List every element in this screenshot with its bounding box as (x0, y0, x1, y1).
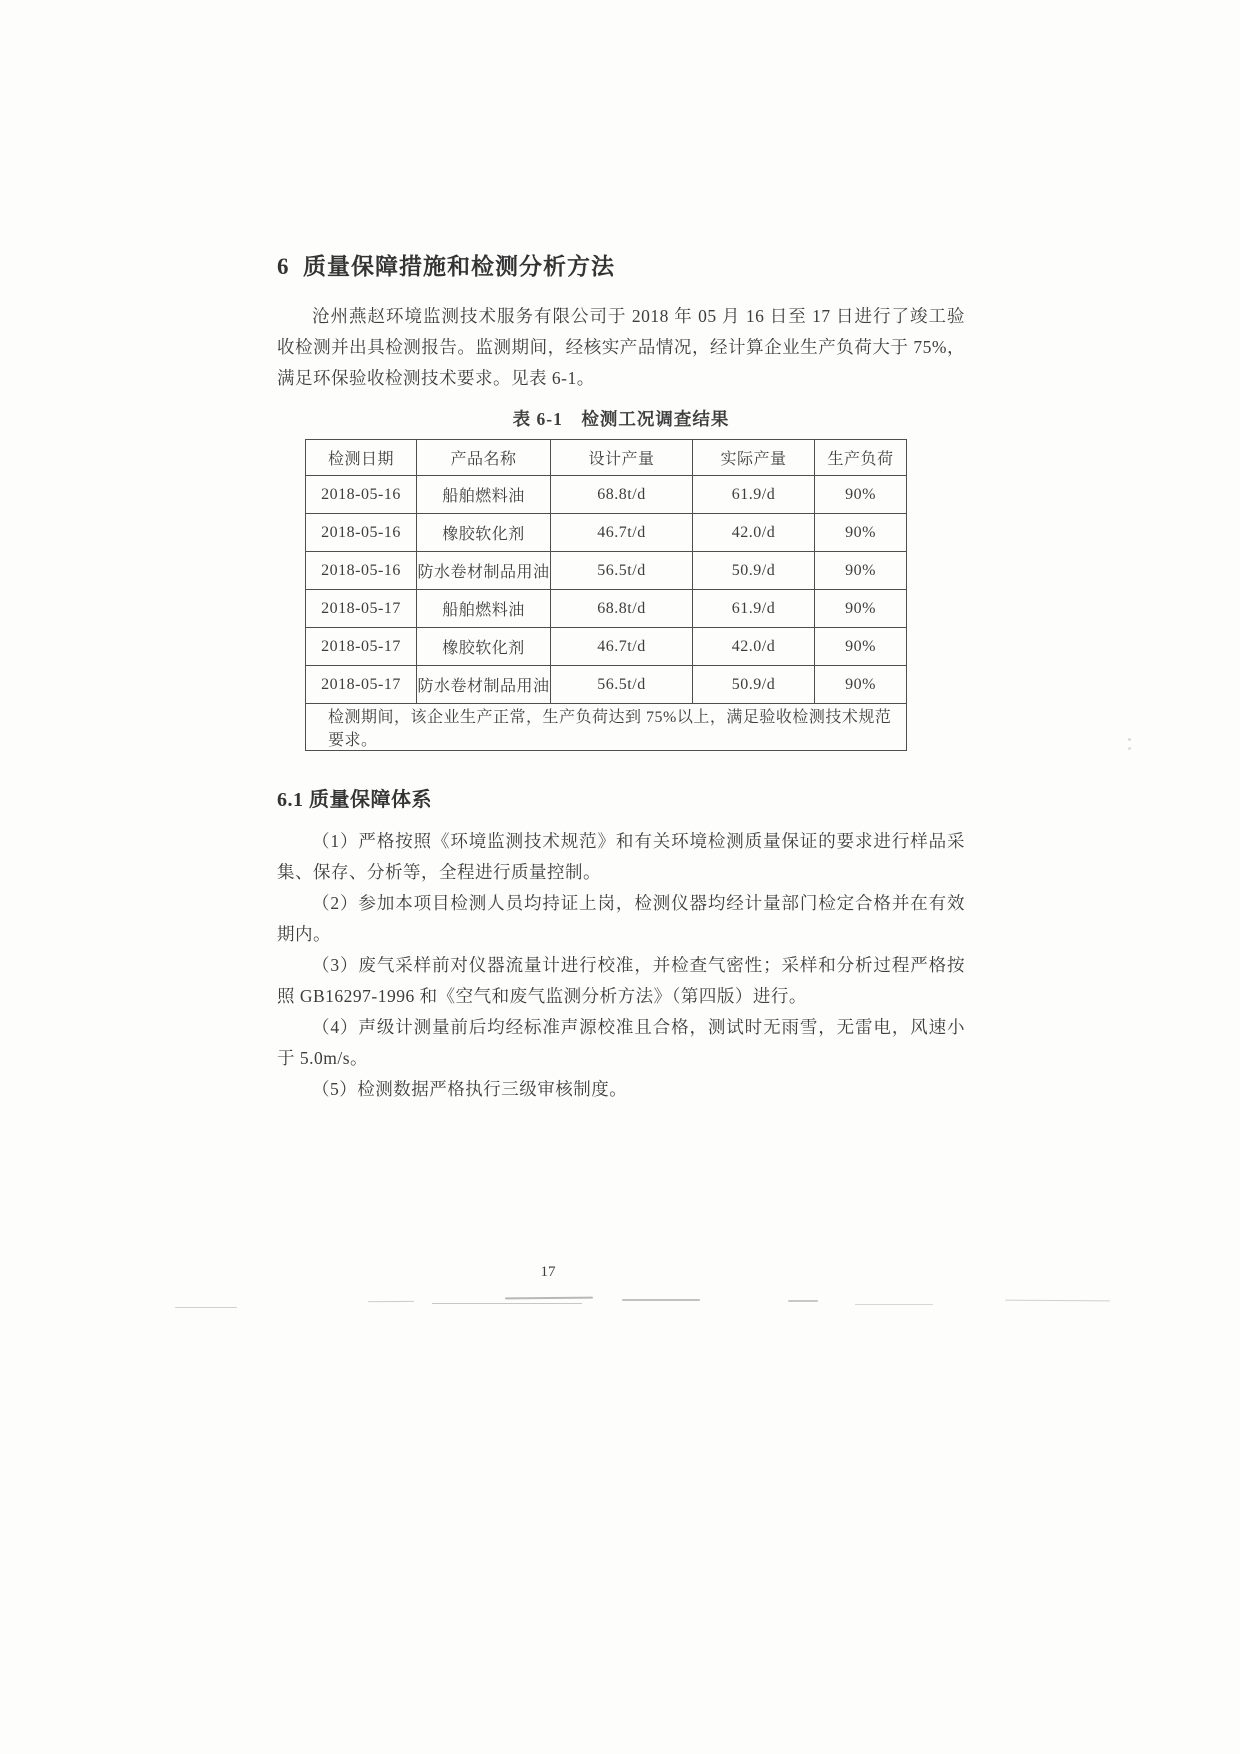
cell-date: 2018-05-17 (306, 628, 417, 666)
scan-artifact-line (368, 1301, 414, 1302)
scan-artifact-line (175, 1307, 237, 1308)
cell-date: 2018-05-16 (306, 552, 417, 590)
scan-artifact-line (1005, 1300, 1110, 1302)
cell-actual-output: 50.9/d (693, 666, 815, 704)
table-row (306, 590, 907, 628)
scan-artifact-line (432, 1303, 582, 1304)
page-number: 17 (540, 1264, 556, 1280)
col-header-date: 检测日期 (306, 440, 417, 476)
cell-load: 90% (815, 628, 907, 666)
section-heading: 6 质量保障措施和检测分析方法 (277, 254, 615, 279)
cell-date: 2018-05-16 (306, 514, 417, 552)
table-row (306, 514, 907, 552)
qa-measure-list (277, 826, 965, 1105)
qa-item-1: （1）严格按照《环境监测技术规范》和有关环境检测质量保证的要求进行样品采集、保存、分析等，全程进行质量控制。 (277, 831, 965, 882)
cell-load: 90% (815, 514, 907, 552)
cell-product: 船舶燃料油 (417, 476, 551, 514)
cell-design-output: 68.8t/d (551, 590, 693, 628)
cell-load: 90% (815, 590, 907, 628)
table-row (306, 628, 907, 666)
col-header-design-output: 设计产量 (551, 440, 693, 476)
scan-artifact-line (788, 1300, 818, 1302)
table-row (306, 666, 907, 704)
table-row (306, 476, 907, 514)
qa-item-3: （3）废气采样前对仪器流量计进行校准，并检查气密性；采样和分析过程严格按照 GB16297-1996 和《空气和废气监测分析方法》（第四版）进行。 (277, 955, 965, 1006)
cell-design-output: 68.8t/d (551, 476, 693, 514)
qa-item-2: （2）参加本项目检测人员均持证上岗，检测仪器均经计量部门检定合格并在有效期内。 (277, 893, 965, 944)
cell-product: 橡胶软化剂 (417, 514, 551, 552)
cell-load: 90% (815, 476, 907, 514)
cell-product: 防水卷材制品用油 (417, 552, 551, 590)
col-header-product: 产品名称 (417, 440, 551, 476)
cell-product: 橡胶软化剂 (417, 628, 551, 666)
cell-actual-output: 50.9/d (693, 552, 815, 590)
scan-artifact-line (505, 1297, 593, 1300)
table-footnote: 检测期间，该企业生产正常，生产负荷达到 75%以上，满足验收检测技术规范要求。 (306, 704, 907, 751)
cell-design-output: 46.7t/d (551, 514, 693, 552)
scan-artifact-speck (1128, 738, 1131, 741)
cell-date: 2018-05-16 (306, 476, 417, 514)
cell-actual-output: 42.0/d (693, 628, 815, 666)
table-caption: 表 6-1 检测工况调查结果 (512, 409, 730, 429)
cell-design-output: 46.7t/d (551, 628, 693, 666)
cell-date: 2018-05-17 (306, 590, 417, 628)
cell-actual-output: 61.9/d (693, 590, 815, 628)
col-header-actual-output: 实际产量 (693, 440, 815, 476)
scan-artifact-line (855, 1304, 933, 1305)
cell-product: 防水卷材制品用油 (417, 666, 551, 704)
table-row (306, 552, 907, 590)
col-header-load: 生产负荷 (815, 440, 907, 476)
qa-item-5: （5）检测数据严格执行三级审核制度。 (312, 1079, 628, 1099)
cell-load: 90% (815, 666, 907, 704)
cell-actual-output: 61.9/d (693, 476, 815, 514)
cell-load: 90% (815, 552, 907, 590)
cell-design-output: 56.5t/d (551, 666, 693, 704)
cell-actual-output: 42.0/d (693, 514, 815, 552)
cell-product: 船舶燃料油 (417, 590, 551, 628)
work-condition-table (305, 439, 907, 751)
table-header-row (306, 440, 907, 476)
scan-artifact-speck (1128, 747, 1131, 750)
subsection-heading: 6.1 质量保障体系 (277, 789, 432, 811)
cell-design-output: 56.5t/d (551, 552, 693, 590)
qa-item-4: （4）声级计测量前后均经标准声源校准且合格，测试时无雨雪，无雷电，风速小于 5.0m/s。 (277, 1017, 965, 1068)
cell-date: 2018-05-17 (306, 666, 417, 704)
table-footnote-row (306, 704, 907, 751)
intro-paragraph: 沧州燕赵环境监测技术服务有限公司于 2018 年 05 月 16 日至 17 日进行了竣工验收检测并出具检测报告。监测期间，经核实产品情况，经计算企业生产负荷大于 75%，满足环保验收检测技术要求。见表 6-1。 (277, 306, 965, 388)
page-content (277, 248, 965, 1105)
scan-artifact-line (622, 1299, 700, 1301)
